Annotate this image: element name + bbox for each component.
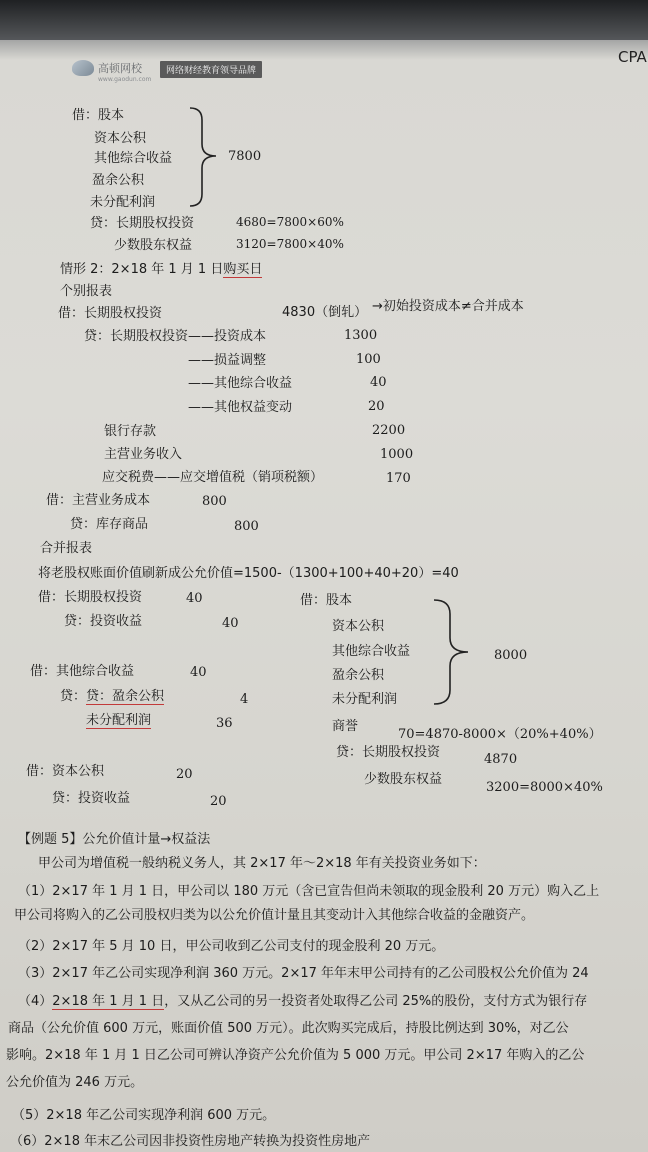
scenario-title-text: 情形 2：2×18 年 1 月 1 日	[60, 262, 224, 277]
cr-value: 1000	[380, 447, 414, 462]
equity-item: 资本公积	[332, 619, 385, 634]
dr-value: 40	[190, 665, 207, 680]
equity-item: 盈余公积	[332, 668, 385, 683]
dr-account: 商誉	[332, 719, 359, 734]
cr-value: 40	[222, 616, 239, 631]
purchase-date-highlight: 购买日	[223, 262, 263, 277]
brand-banner: 网络财经教育领导品牌	[160, 61, 262, 78]
brand-name: 高顿网校	[98, 62, 142, 75]
cr-value: 4680=7800×60%	[236, 215, 344, 229]
cr-value: 4	[240, 692, 249, 707]
dr-value: 800	[202, 494, 227, 509]
cr-label: 贷：长期股权投资	[336, 745, 441, 760]
section-title: 合并报表	[40, 541, 93, 556]
example-paragraph: 甲公司将购入的乙公司股权归类为以公允价值计量且其变动计入其他综合收益的金融资产。	[14, 908, 535, 923]
sub-account: ——损益调整	[188, 353, 267, 368]
cr-value: 100	[356, 352, 381, 367]
example-paragraph: （2）2×17 年 5 月 10 日，甲公司收到乙公司支付的现金股利 20 万元。	[18, 939, 445, 954]
example-intro: 甲公司为增值税一般纳税义务人，其 2×17 年～2×18 年有关投资业务如下：	[38, 856, 486, 871]
fair-value-line: 将老股权账面价值刷新成公允价值=1500-（1300+100+40+20）=40	[38, 566, 459, 581]
cr-account: 应交税费——应交增值税（销项税额）	[102, 470, 324, 485]
annotation: →初始投资成本≠合并成本	[372, 299, 524, 314]
cr-value: 170	[386, 471, 411, 486]
brace-value: 8000	[494, 648, 528, 663]
dr-label: 借：主营业务成本	[46, 493, 151, 508]
section-title: 个别报表	[60, 284, 113, 299]
cr-value: 40	[370, 375, 387, 390]
cr-label: 贷：长期股权投资	[90, 216, 195, 231]
sub-account: ——其他权益变动	[188, 400, 293, 415]
dr-value: 4830（倒轧）	[282, 305, 368, 320]
brand-url: www.gaodun.com	[98, 76, 152, 83]
example-paragraph: 商品（公允价值 600 万元，账面价值 500 万元）。此次购买完成后，持股比例达到 30%，对乙公	[8, 1021, 569, 1036]
example-paragraph: 公允价值为 246 万元。	[6, 1075, 144, 1090]
cr-value: 3200=8000×40%	[486, 780, 603, 795]
cr-account-highlight: 未分配利润	[86, 713, 152, 728]
dr-value: 40	[186, 591, 203, 606]
example-paragraph: 影响。2×18 年 1 月 1 日乙公司可辨认净资产公允价值为 5 000 万元。甲公司 2×17 年购入的乙公	[6, 1048, 585, 1063]
paragraph-text: ，又从乙公司的另一投资者处取得乙公司 25%的股份，支付方式为银行存	[164, 994, 588, 1009]
dr-value: 70=4870-8000×（20%+40%）	[398, 727, 602, 742]
cr-label: 少数股东权益	[114, 238, 193, 253]
cr-value: 800	[234, 519, 259, 534]
example-paragraph	[18, 994, 587, 1010]
cr-value: 3120=7800×40%	[236, 237, 344, 251]
cr-account: 主营业务收入	[104, 447, 183, 462]
brace-value: 7800	[228, 149, 262, 164]
dr-label: 借：其他综合收益	[30, 664, 135, 679]
example-title: 【例题 5】公允价值计量→权益法	[18, 832, 211, 847]
cr-label: 少数股东权益	[364, 772, 443, 787]
dr-value: 20	[176, 767, 193, 782]
cr-value: 20	[368, 399, 385, 414]
dr-label: 借：长期股权投资	[58, 306, 163, 321]
dr-label: 借：长期股权投资	[38, 590, 143, 605]
date-highlight: 2×18 年 1 月 1 日	[52, 994, 165, 1009]
scenario-title	[60, 262, 262, 278]
example-paragraph: （1）2×17 年 1 月 1 日，甲公司以 180 万元（含已宣告但尚未领取的现金股利 20 万元）购入乙上	[18, 884, 600, 899]
cr-label: 贷：贷：盈余公积	[60, 689, 165, 704]
cr-account-highlight: 贷：盈余公积	[86, 689, 165, 704]
corner-label: CPA	[618, 48, 647, 66]
example-paragraph: （3）2×17 年乙公司实现净利润 360 万元。2×17 年年末甲公司持有的乙公司股权公允价值为 24	[18, 966, 589, 981]
paragraph-number: （4）	[18, 994, 53, 1009]
cr-account	[86, 713, 151, 729]
equity-item: 盈余公积	[92, 173, 145, 188]
dr-label: 借：股本	[300, 593, 353, 608]
cr-value: 20	[210, 794, 227, 809]
equity-item: 未分配利润	[332, 692, 398, 707]
equity-item: 未分配利润	[90, 195, 156, 210]
example-paragraph: （5）2×18 年乙公司实现净利润 600 万元。	[12, 1108, 276, 1123]
dr-label: 借：股本	[72, 108, 125, 123]
cr-value: 4870	[484, 752, 518, 767]
cr-value: 2200	[372, 423, 406, 438]
cr-label: 贷：投资收益	[52, 791, 131, 806]
cr-label: 贷：库存商品	[70, 517, 149, 532]
brace-icon	[432, 598, 480, 708]
page-top-shadow	[0, 0, 648, 40]
cr-value: 36	[216, 716, 233, 731]
equity-item: 其他综合收益	[332, 644, 411, 659]
equity-item: 其他综合收益	[94, 151, 173, 166]
brand-logo	[72, 60, 152, 83]
brace-icon	[188, 106, 228, 210]
cr-label: 贷：投资收益	[64, 614, 143, 629]
logo-icon	[72, 60, 94, 76]
equity-item: 资本公积	[94, 131, 147, 146]
cr-label: 贷：长期股权投资——投资成本	[84, 329, 267, 344]
cr-account: 银行存款	[104, 424, 157, 439]
example-paragraph: （6）2×18 年末乙公司因非投资性房地产转换为投资性房地产	[10, 1134, 371, 1149]
dr-label: 借：资本公积	[26, 764, 105, 779]
sub-account: ——其他综合收益	[188, 376, 293, 391]
cr-value: 1300	[344, 328, 378, 343]
